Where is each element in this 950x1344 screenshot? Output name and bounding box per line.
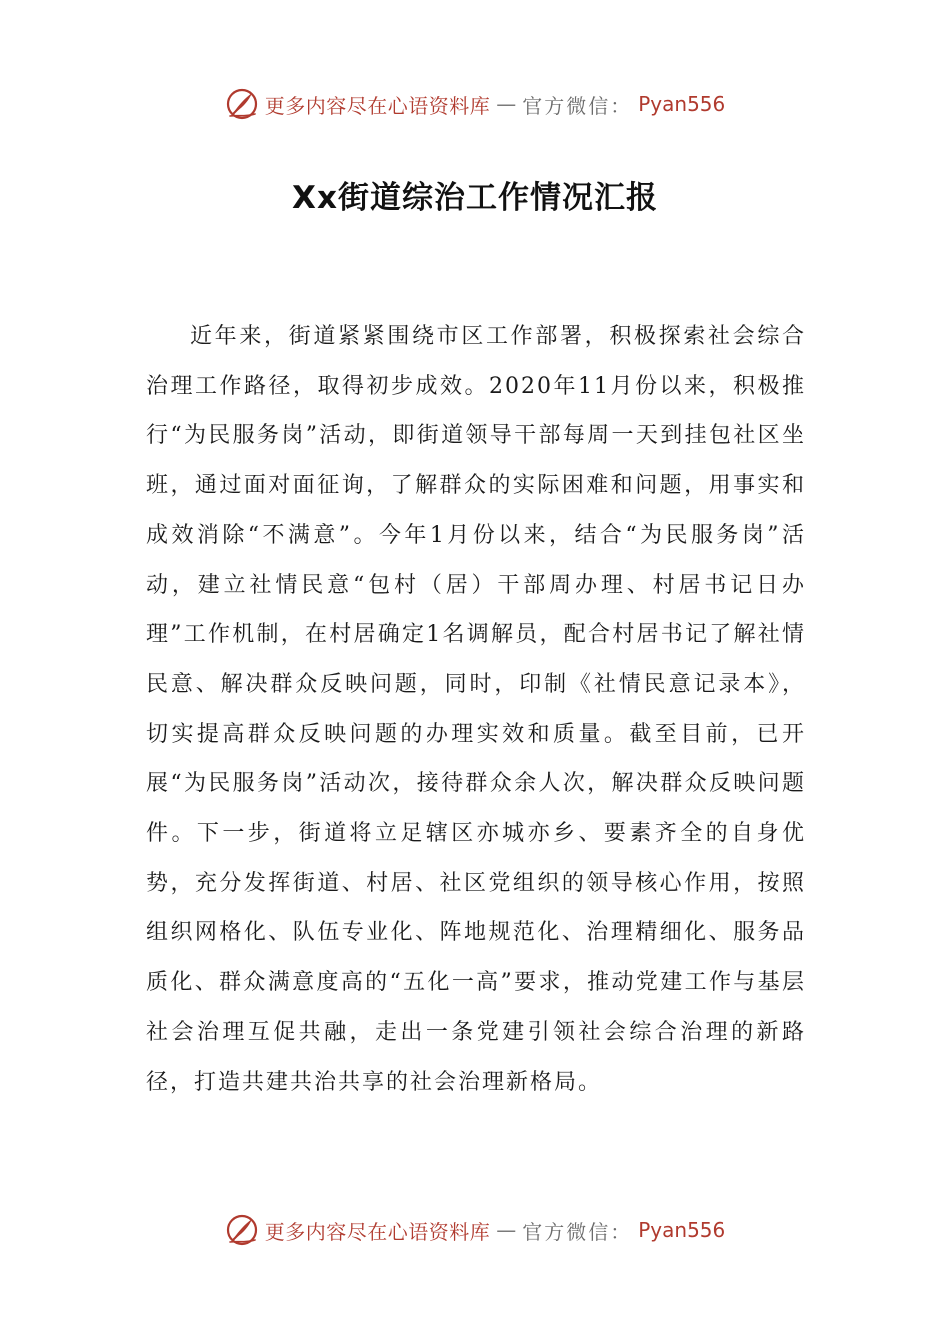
body-paragraph: 近年来，街道紧紧围绕市区工作部署，积极探索社会综合治理工作路径，取得初步成效。2020年11月份以来，积极推行“为民服务岗”活动，即街道领导干部每周一天到挂包社区坐班，通过面对面征询，了解群众的实际困难和问题，用事实和成效消除“不满意”。今年1月份以来，结合“为民服务岗”活动，建立社情民意“包村（居）干部周办理、村居书记日办理”工作机制，在村居确定1名调解员，配合村居书记了解社情民意、解决群众反映问题，同时，印制《社情民意记录本》，切实提高群众反映问题的办理实效和质量。截至目前，已开展“为民服务岗”活动次，接待群众余人次，解决群众反映问题件。下一步，街道将立足辖区亦城亦乡、要素齐全的自身优势，充分发挥街道、村居、社区党组织的领导核心作用，按照组织网格化、队伍专业化、阵地规范化、治理精细化、服务品质化、群众满意度高的“五化一高”要求，推动党建工作与基层社会治理互促共融，走出一条党建引领社会综合治理的新路径，打造共建共治共享的社会治理新格局。: [146, 324, 806, 1095]
document-body: [146, 312, 806, 1107]
watermark-separator: —: [496, 92, 517, 116]
watermark-account-id: Pyan556: [638, 92, 726, 116]
watermark-separator: —: [496, 1218, 517, 1242]
footer-watermark: [0, 1210, 950, 1250]
header-watermark: [0, 84, 950, 124]
watermark-brand-text: 更多内容尽在心语资料库: [264, 93, 491, 118]
quill-pen-logo-icon: [225, 1213, 259, 1247]
watermark-official-label: 官方微信：: [522, 1219, 633, 1244]
watermark-account-id: Pyan556: [638, 1218, 726, 1242]
watermark-brand-text: 更多内容尽在心语资料库: [264, 1219, 491, 1244]
quill-pen-logo-icon: [225, 87, 259, 121]
document-title: Xx街道综治工作情况汇报: [292, 180, 658, 216]
watermark-official-label: 官方微信：: [522, 93, 633, 118]
